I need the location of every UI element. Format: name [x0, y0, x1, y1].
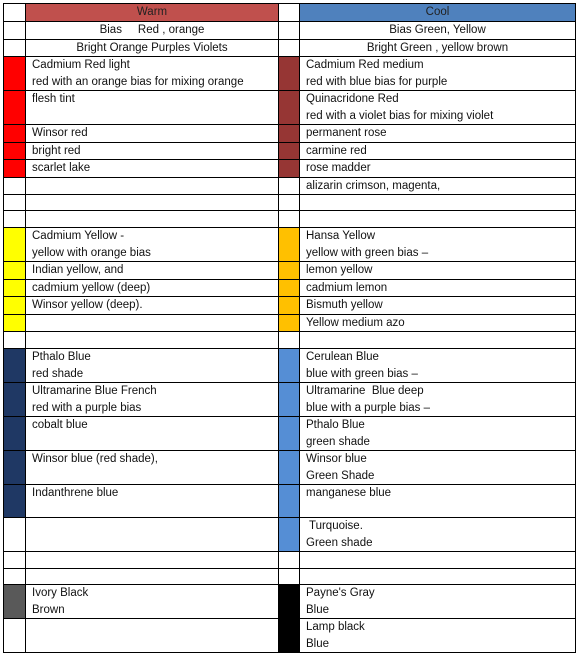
- warm-paint-cell: [26, 297, 279, 315]
- warm-paint-cell: [26, 518, 279, 552]
- paint-name-line: Winsor blue: [306, 453, 367, 465]
- paint-row: [4, 262, 576, 280]
- warm-mix: Bright Orange Purples Violets: [26, 39, 279, 57]
- paint-row: [4, 585, 576, 619]
- paint-name-line: Green shade: [306, 536, 373, 549]
- cool-paint-cell: [300, 314, 576, 332]
- warm-swatch: [4, 297, 26, 315]
- cool-swatch: [279, 619, 300, 653]
- cool-paint-cell: [300, 569, 576, 585]
- paint-name-line: Pthalo Blue: [306, 419, 365, 431]
- cool-swatch: [279, 383, 300, 417]
- cool-paint-cell: [300, 142, 576, 160]
- paint-row: [4, 518, 576, 552]
- warm-swatch: [4, 177, 26, 195]
- paint-row: [4, 279, 576, 297]
- bias-row-spacer-right: [279, 22, 300, 40]
- paint-name-line: Yellow medium azo: [306, 316, 405, 329]
- cool-swatch: [279, 552, 300, 569]
- warm-swatch: [4, 160, 26, 178]
- cool-swatch: [279, 228, 300, 262]
- warm-swatch: [4, 195, 26, 211]
- cool-swatch: [279, 332, 300, 349]
- paint-row: [4, 195, 576, 211]
- warm-bias: Bias Red , orange: [26, 22, 279, 40]
- warm-header: Warm: [26, 4, 279, 22]
- warm-swatch: [4, 91, 26, 125]
- warm-swatch: [4, 383, 26, 417]
- paint-name-line: Cadmium Yellow -: [32, 230, 125, 242]
- warm-swatch: [4, 262, 26, 280]
- paint-name-line: carmine red: [306, 144, 367, 157]
- bias-row-spacer-left: [4, 22, 26, 40]
- paint-row: [4, 485, 576, 518]
- warm-paint-cell: [26, 228, 279, 262]
- mix-row-spacer-right: [279, 39, 300, 57]
- paint-name-line: Blue: [306, 637, 330, 650]
- warm-paint-cell: [26, 91, 279, 125]
- paint-row: [4, 160, 576, 178]
- paint-name-line: lemon yellow: [306, 264, 373, 276]
- cool-header: Cool: [300, 4, 576, 22]
- cool-paint-cell: [300, 262, 576, 280]
- paint-name-line: Blue: [306, 603, 330, 616]
- paint-name-line: rose madder: [306, 162, 371, 174]
- paint-name-line: Turquoise.: [306, 520, 363, 532]
- cool-swatch: [279, 451, 300, 485]
- paint-name-line: Bismuth yellow: [306, 299, 383, 311]
- paint-name-line: Ivory Black: [32, 587, 89, 599]
- warm-paint-cell: [26, 451, 279, 485]
- cool-paint-cell: [300, 552, 576, 569]
- paint-name-line: blue with green bias –: [306, 367, 418, 380]
- warm-paint-cell: [26, 279, 279, 297]
- warm-paint-cell: [26, 125, 279, 143]
- cool-paint-cell: [300, 451, 576, 485]
- paint-name-line: Indian yellow, and: [32, 264, 124, 276]
- cool-swatch: [279, 485, 300, 518]
- paint-name-line: Winsor blue (red shade),: [32, 453, 158, 465]
- cool-swatch: [279, 297, 300, 315]
- warm-paint-cell: [26, 585, 279, 619]
- cool-swatch: [279, 160, 300, 178]
- paint-name-line: Payne's Gray: [306, 587, 375, 599]
- cool-paint-cell: [300, 177, 576, 195]
- warm-swatch: [4, 142, 26, 160]
- cool-paint-cell: [300, 417, 576, 451]
- cool-paint-cell: [300, 332, 576, 349]
- warm-swatch: [4, 211, 26, 228]
- warm-paint-cell: [26, 552, 279, 569]
- paint-name-line: Ultramarine Blue French: [32, 385, 157, 397]
- warm-swatch: [4, 485, 26, 518]
- cool-swatch: [279, 211, 300, 228]
- warm-paint-cell: [26, 262, 279, 280]
- header-corner-left: [4, 4, 26, 22]
- warm-swatch: [4, 125, 26, 143]
- paint-row: [4, 142, 576, 160]
- paint-row: [4, 417, 576, 451]
- paint-name-line: Lamp black: [306, 621, 365, 633]
- cool-paint-cell: [300, 195, 576, 211]
- paint-name-line: permanent rose: [306, 127, 387, 139]
- warm-swatch: [4, 552, 26, 569]
- paint-row: [4, 332, 576, 349]
- paint-row: [4, 297, 576, 315]
- header-corner-right: [279, 4, 300, 22]
- warm-paint-cell: [26, 177, 279, 195]
- cool-swatch: [279, 91, 300, 125]
- paint-name-line: bright red: [32, 144, 81, 157]
- paint-row: [4, 569, 576, 585]
- cool-paint-cell: [300, 160, 576, 178]
- warm-swatch: [4, 518, 26, 552]
- paint-name-line: blue with a purple bias –: [306, 401, 431, 414]
- paint-row: [4, 451, 576, 485]
- mix-row: [4, 39, 576, 57]
- bias-row: [4, 22, 576, 40]
- paint-name-line: red with blue bias for purple: [306, 75, 448, 88]
- paint-row: [4, 177, 576, 195]
- paint-name-line: Cadmium Red light: [32, 59, 130, 71]
- paint-row: [4, 383, 576, 417]
- color-bias-table: [3, 3, 576, 653]
- cool-bias: Bias Green, Yellow: [300, 22, 576, 40]
- cool-swatch: [279, 177, 300, 195]
- cool-swatch: [279, 314, 300, 332]
- warm-swatch: [4, 417, 26, 451]
- paint-name-line: yellow with orange bias: [32, 246, 151, 259]
- paint-name-line: red with an orange bias for mixing orange: [32, 75, 244, 88]
- paint-row: [4, 91, 576, 125]
- warm-swatch: [4, 57, 26, 91]
- cool-paint-cell: [300, 228, 576, 262]
- paint-name-line: Hansa Yellow: [306, 230, 376, 242]
- warm-swatch: [4, 585, 26, 619]
- warm-paint-cell: [26, 57, 279, 91]
- paint-name-line: red with a purple bias: [32, 401, 142, 414]
- header-row: [4, 4, 576, 22]
- paint-row: [4, 314, 576, 332]
- warm-paint-cell: [26, 142, 279, 160]
- paint-name-line: cadmium lemon: [306, 281, 388, 294]
- paint-name-line: cadmium yellow (deep): [32, 281, 151, 294]
- warm-paint-cell: [26, 383, 279, 417]
- cool-swatch: [279, 349, 300, 383]
- cool-paint-cell: [300, 91, 576, 125]
- cool-swatch: [279, 569, 300, 585]
- cool-swatch: [279, 125, 300, 143]
- warm-paint-cell: [26, 195, 279, 211]
- paint-name-line: flesh tint: [32, 93, 75, 105]
- paint-row: [4, 211, 576, 228]
- paint-row: [4, 349, 576, 383]
- warm-swatch: [4, 569, 26, 585]
- paint-name-line: Winsor red: [32, 127, 88, 139]
- cool-swatch: [279, 142, 300, 160]
- cool-paint-cell: [300, 211, 576, 228]
- cool-paint-cell: [300, 619, 576, 653]
- paint-name-line: red with a violet bias for mixing violet: [306, 109, 494, 122]
- paint-name-line: Indanthrene blue: [32, 487, 119, 499]
- paint-name-line: red shade: [32, 367, 84, 380]
- cool-swatch: [279, 518, 300, 552]
- cool-paint-cell: [300, 57, 576, 91]
- cool-paint-cell: [300, 297, 576, 315]
- paint-name-line: Brown: [32, 603, 65, 616]
- paint-name-line: Quinacridone Red: [306, 93, 399, 105]
- cool-swatch: [279, 262, 300, 280]
- paint-name-line: Cerulean Blue: [306, 351, 379, 363]
- paint-row: [4, 552, 576, 569]
- warm-paint-cell: [26, 485, 279, 518]
- paint-name-line: manganese blue: [306, 487, 392, 499]
- mix-row-spacer-left: [4, 39, 26, 57]
- paint-name-line: Green Shade: [306, 469, 375, 482]
- warm-paint-cell: [26, 619, 279, 653]
- warm-paint-cell: [26, 211, 279, 228]
- paint-name-line: Ultramarine Blue deep: [306, 385, 424, 397]
- paint-name-line: Winsor yellow (deep).: [32, 299, 143, 311]
- paint-name-line: Cadmium Red medium: [306, 59, 424, 71]
- warm-swatch: [4, 279, 26, 297]
- paint-name-line: scarlet lake: [32, 162, 91, 174]
- cool-paint-cell: [300, 585, 576, 619]
- cool-mix: Bright Green , yellow brown: [300, 39, 576, 57]
- cool-swatch: [279, 279, 300, 297]
- cool-swatch: [279, 417, 300, 451]
- cool-paint-cell: [300, 485, 576, 518]
- warm-swatch: [4, 451, 26, 485]
- warm-paint-cell: [26, 314, 279, 332]
- warm-paint-cell: [26, 569, 279, 585]
- warm-swatch: [4, 314, 26, 332]
- paint-name-line: alizarin crimson, magenta,: [306, 179, 441, 192]
- cool-paint-cell: [300, 383, 576, 417]
- cool-paint-cell: [300, 349, 576, 383]
- paint-row: [4, 125, 576, 143]
- warm-paint-cell: [26, 160, 279, 178]
- warm-paint-cell: [26, 332, 279, 349]
- warm-swatch: [4, 228, 26, 262]
- cool-swatch: [279, 195, 300, 211]
- cool-paint-cell: [300, 125, 576, 143]
- cool-paint-cell: [300, 518, 576, 552]
- warm-swatch: [4, 619, 26, 653]
- warm-swatch: [4, 332, 26, 349]
- warm-swatch: [4, 349, 26, 383]
- cool-swatch: [279, 57, 300, 91]
- warm-paint-cell: [26, 349, 279, 383]
- paint-row: [4, 228, 576, 262]
- warm-paint-cell: [26, 417, 279, 451]
- cool-paint-cell: [300, 279, 576, 297]
- cool-swatch: [279, 585, 300, 619]
- paint-row: [4, 619, 576, 653]
- paint-row: [4, 57, 576, 91]
- paint-name-line: cobalt blue: [32, 419, 88, 431]
- paint-name-line: Pthalo Blue: [32, 351, 91, 363]
- paint-name-line: yellow with green bias –: [306, 246, 429, 259]
- paint-name-line: green shade: [306, 435, 370, 448]
